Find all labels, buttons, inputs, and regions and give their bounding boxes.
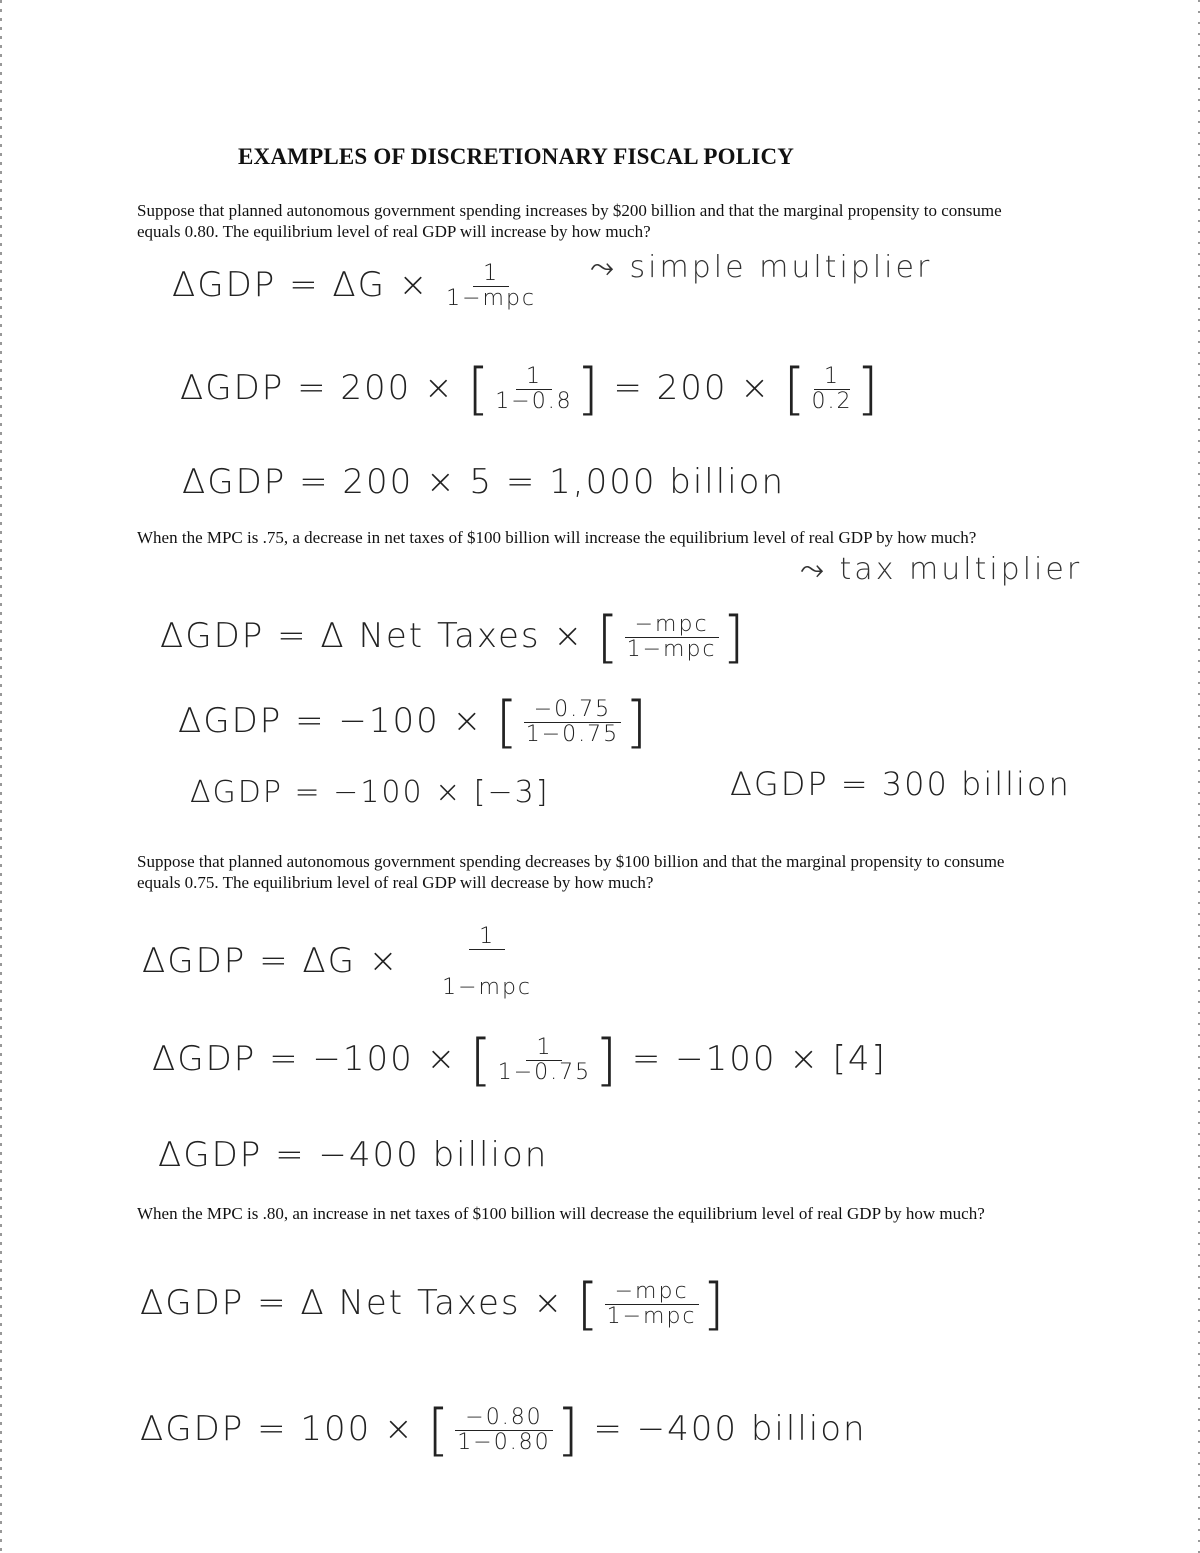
q1-step-2-fraction-1 bbox=[495, 365, 572, 414]
arrow-icon: ⤳ bbox=[590, 250, 630, 285]
q1-step-1-lhs: ΔGDP = ΔG × bbox=[172, 265, 430, 305]
q2-step-1-lhs: ΔGDP = Δ Net Taxes × bbox=[160, 616, 584, 656]
q1-step-1-num: 1 bbox=[473, 262, 509, 287]
q4-step-2-rhs: = −400 billion bbox=[593, 1409, 867, 1449]
q3-step-2-lhs: ΔGDP = −100 × bbox=[152, 1039, 458, 1079]
bracket-open-icon: [ bbox=[427, 1398, 452, 1463]
q2-step-2-fraction bbox=[524, 698, 621, 747]
q1-step-2-num-2: 1 bbox=[814, 365, 850, 390]
bracket-open-icon: [ bbox=[467, 357, 492, 422]
arrow-icon: ⤳ bbox=[800, 552, 840, 587]
q2-tax-multiplier-note bbox=[800, 552, 1082, 587]
q2-step-3: ΔGDP = −100 × [−3] bbox=[190, 775, 550, 810]
question-4: When the MPC is .80, an increase in net taxes of $100 billion will decrease the equilibrium level of real GDP by how much? bbox=[137, 1204, 985, 1223]
q1-step-1-den: 1−mpc bbox=[446, 286, 537, 311]
q4-step-1-den: 1−mpc bbox=[606, 1304, 697, 1329]
bracket-close-icon: ] bbox=[702, 1272, 727, 1337]
q3-step-2-den: 1−0.75 bbox=[497, 1060, 592, 1085]
q4-step-2 bbox=[140, 1398, 867, 1463]
bracket-open-icon: [ bbox=[469, 1028, 494, 1093]
q2-step-1-den: 1−mpc bbox=[626, 637, 717, 662]
q2-step-2 bbox=[178, 690, 649, 755]
q1-step-2-den-2: 0.2 bbox=[811, 389, 853, 414]
q3-step-1-num: 1 bbox=[469, 925, 505, 950]
q4-step-1 bbox=[140, 1272, 726, 1337]
q3-step-1-den: 1−mpc bbox=[442, 975, 533, 1000]
bracket-close-icon: ] bbox=[625, 690, 650, 755]
bracket-open-icon: [ bbox=[783, 357, 808, 422]
q4-step-1-lhs: ΔGDP = Δ Net Taxes × bbox=[140, 1283, 564, 1323]
q2-step-2-num: −0.75 bbox=[524, 698, 621, 723]
q3-step-2-num: 1 bbox=[526, 1036, 562, 1061]
q1-step-2-mid: = 200 × bbox=[613, 368, 771, 408]
q4-step-2-fraction bbox=[455, 1406, 552, 1455]
question-1: Suppose that planned autonomous government spending increases by $200 billion and that the marginal propensity to consume equals 0.80. The equilibrium level of real GDP will increase by how much? bbox=[137, 201, 1002, 241]
question-3: Suppose that planned autonomous government spending decreases by $100 billion and that the marginal propensity to consume equals 0.75. The equilibrium level of real GDP will decrease by how much? bbox=[137, 852, 1005, 892]
q1-step-3: ΔGDP = 200 × 5 = 1,000 billion bbox=[182, 462, 785, 502]
q2-note-text: tax multiplier bbox=[839, 552, 1083, 587]
bracket-close-icon: ] bbox=[576, 357, 601, 422]
q3-step-2-fraction bbox=[498, 1036, 591, 1085]
q1-step-2-fraction-2 bbox=[812, 365, 853, 414]
bracket-close-icon: ] bbox=[556, 1398, 581, 1463]
q1-step-2-den-1: 1−0.8 bbox=[495, 389, 573, 414]
q2-step-1 bbox=[160, 605, 746, 670]
q4-step-1-num: −mpc bbox=[605, 1280, 699, 1305]
q4-step-1-fraction bbox=[605, 1280, 699, 1329]
q2-step-2-lhs: ΔGDP = −100 × bbox=[178, 701, 484, 741]
q3-step-2-rhs: = −100 × [4] bbox=[631, 1039, 887, 1079]
q4-step-2-den: 1−0.80 bbox=[457, 1430, 551, 1455]
q1-step-2 bbox=[180, 357, 880, 422]
bracket-open-icon: [ bbox=[495, 690, 520, 755]
q2-step-1-num: −mpc bbox=[625, 613, 719, 638]
q3-step-3: ΔGDP = −400 billion bbox=[158, 1135, 549, 1175]
q1-step-2-lhs: ΔGDP = 200 × bbox=[180, 368, 455, 408]
bracket-close-icon: ] bbox=[722, 605, 747, 670]
bracket-open-icon: [ bbox=[576, 1272, 601, 1337]
q3-step-1-lhs: ΔGDP = ΔG × bbox=[142, 941, 400, 981]
page-title: EXAMPLES OF DISCRETIONARY FISCAL POLICY bbox=[238, 144, 795, 169]
q1-step-2-num-1: 1 bbox=[516, 365, 552, 390]
q1-simple-multiplier-note bbox=[590, 250, 932, 285]
q1-note-text: simple multiplier bbox=[629, 250, 933, 285]
q3-step-1-fraction bbox=[442, 925, 532, 1000]
q3-step-2 bbox=[152, 1028, 887, 1093]
q4-step-2-num: −0.80 bbox=[455, 1406, 552, 1431]
q1-step-1-fraction bbox=[446, 262, 536, 311]
scan-edge-left bbox=[0, 0, 2, 1553]
q4-step-2-lhs: ΔGDP = 100 × bbox=[140, 1409, 415, 1449]
q2-result: ΔGDP = 300 billion bbox=[730, 765, 1071, 803]
question-2: When the MPC is .75, a decrease in net taxes of $100 billion will increase the equilibrium level of real GDP by how much? bbox=[137, 528, 977, 547]
q2-step-2-den: 1−0.75 bbox=[525, 722, 620, 747]
bracket-close-icon: ] bbox=[595, 1028, 620, 1093]
q2-step-1-fraction bbox=[625, 613, 719, 662]
bracket-close-icon: ] bbox=[856, 357, 881, 422]
bracket-open-icon: [ bbox=[596, 605, 621, 670]
q3-step-1 bbox=[142, 925, 536, 1000]
q1-step-1 bbox=[172, 262, 540, 311]
